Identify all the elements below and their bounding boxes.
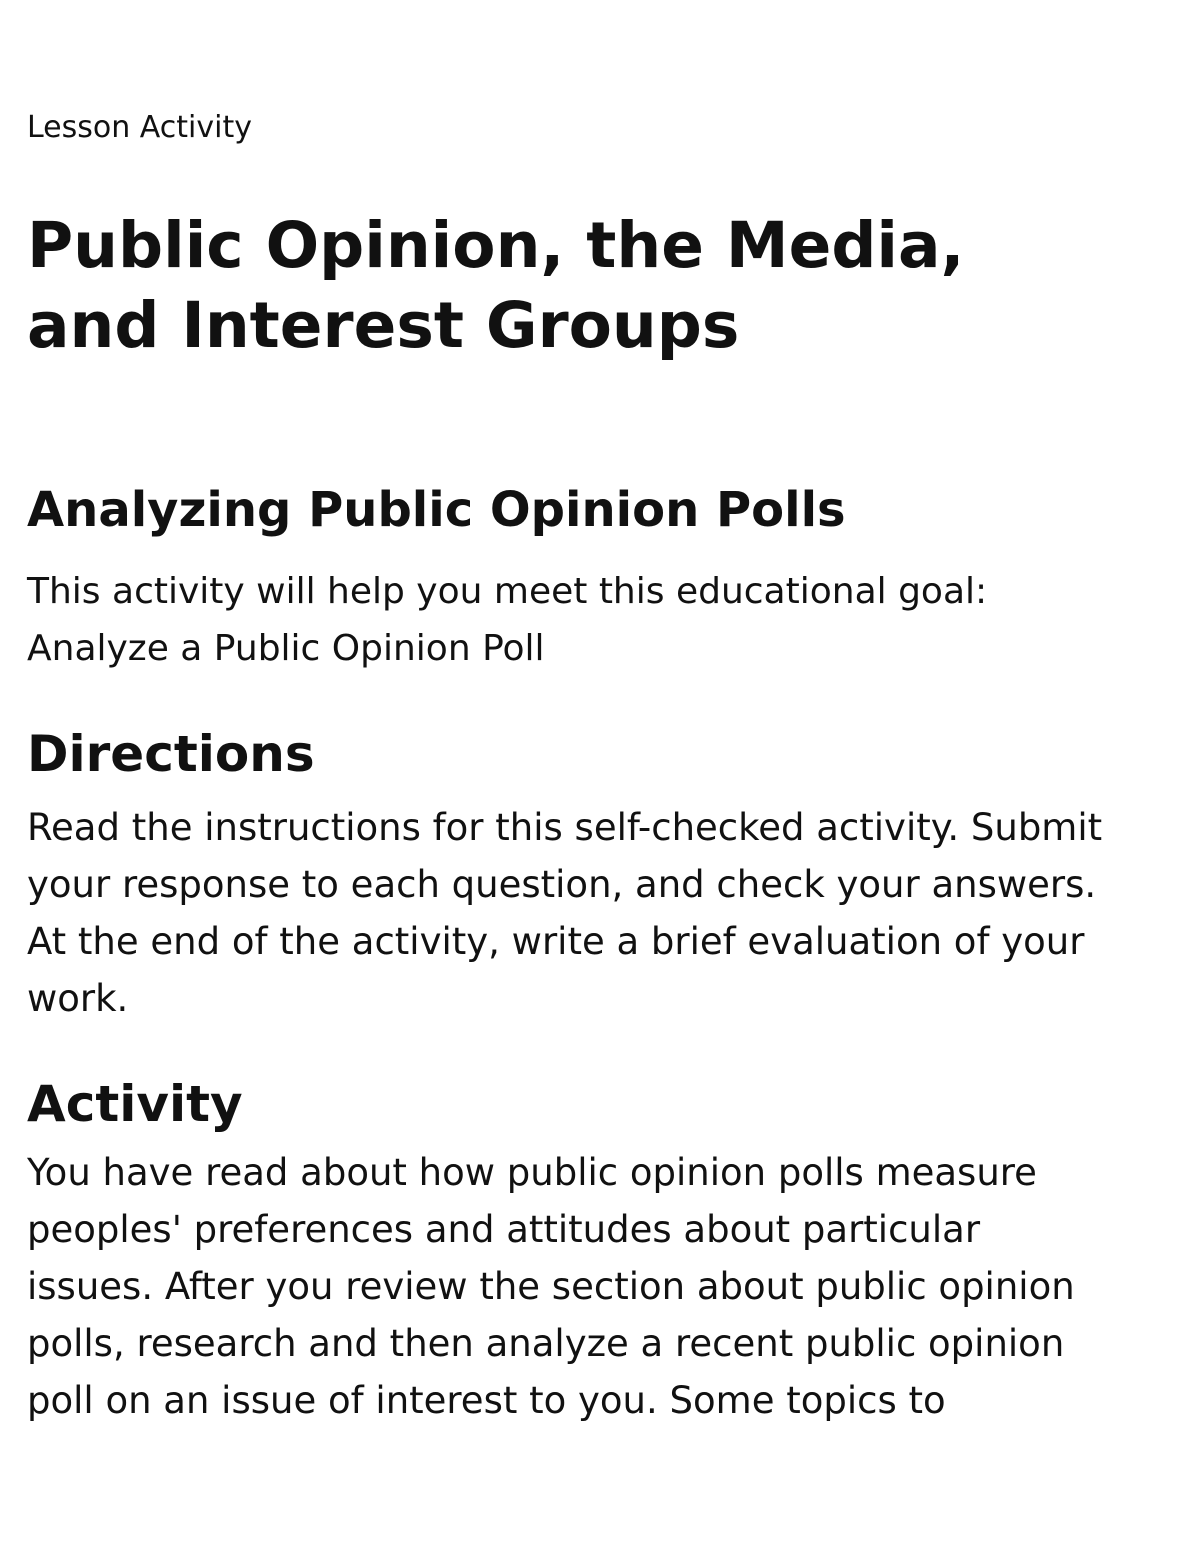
paragraph-line: work.	[27, 977, 129, 1020]
page-title-line: Public Opinion, the Media,	[27, 209, 965, 282]
paragraph-line: poll on an issue of interest to you. Some topics to	[27, 1379, 946, 1422]
section-heading-analyzing: Analyzing Public Opinion Polls	[27, 482, 846, 538]
paragraph-line: Read the instructions for this self-checked activity. Submit	[27, 806, 1103, 849]
paragraph-line: peoples' preferences and attitudes about particular	[27, 1208, 981, 1251]
page-title-line: and Interest Groups	[27, 289, 740, 362]
lesson-label: Lesson Activity	[27, 110, 252, 145]
paragraph-line: your response to each question, and check your answers.	[27, 863, 1097, 906]
section-heading-activity: Activity	[27, 1075, 243, 1133]
paragraph-line: Analyze a Public Opinion Poll	[27, 628, 545, 669]
paragraph-line: polls, research and then analyze a recent public opinion	[27, 1322, 1065, 1365]
paragraph-line: This activity will help you meet this educational goal:	[27, 571, 988, 612]
paragraph-line: At the end of the activity, write a brief evaluation of your	[27, 920, 1085, 963]
section-heading-directions: Directions	[27, 725, 315, 783]
paragraph-line: You have read about how public opinion polls measure	[27, 1151, 1037, 1194]
activity-text	[27, 1144, 1177, 1429]
paragraph-line: issues. After you review the section about public opinion	[27, 1265, 1075, 1308]
page-title	[27, 206, 1177, 366]
educational-goal-text	[27, 563, 1177, 677]
directions-text	[27, 799, 1177, 1027]
